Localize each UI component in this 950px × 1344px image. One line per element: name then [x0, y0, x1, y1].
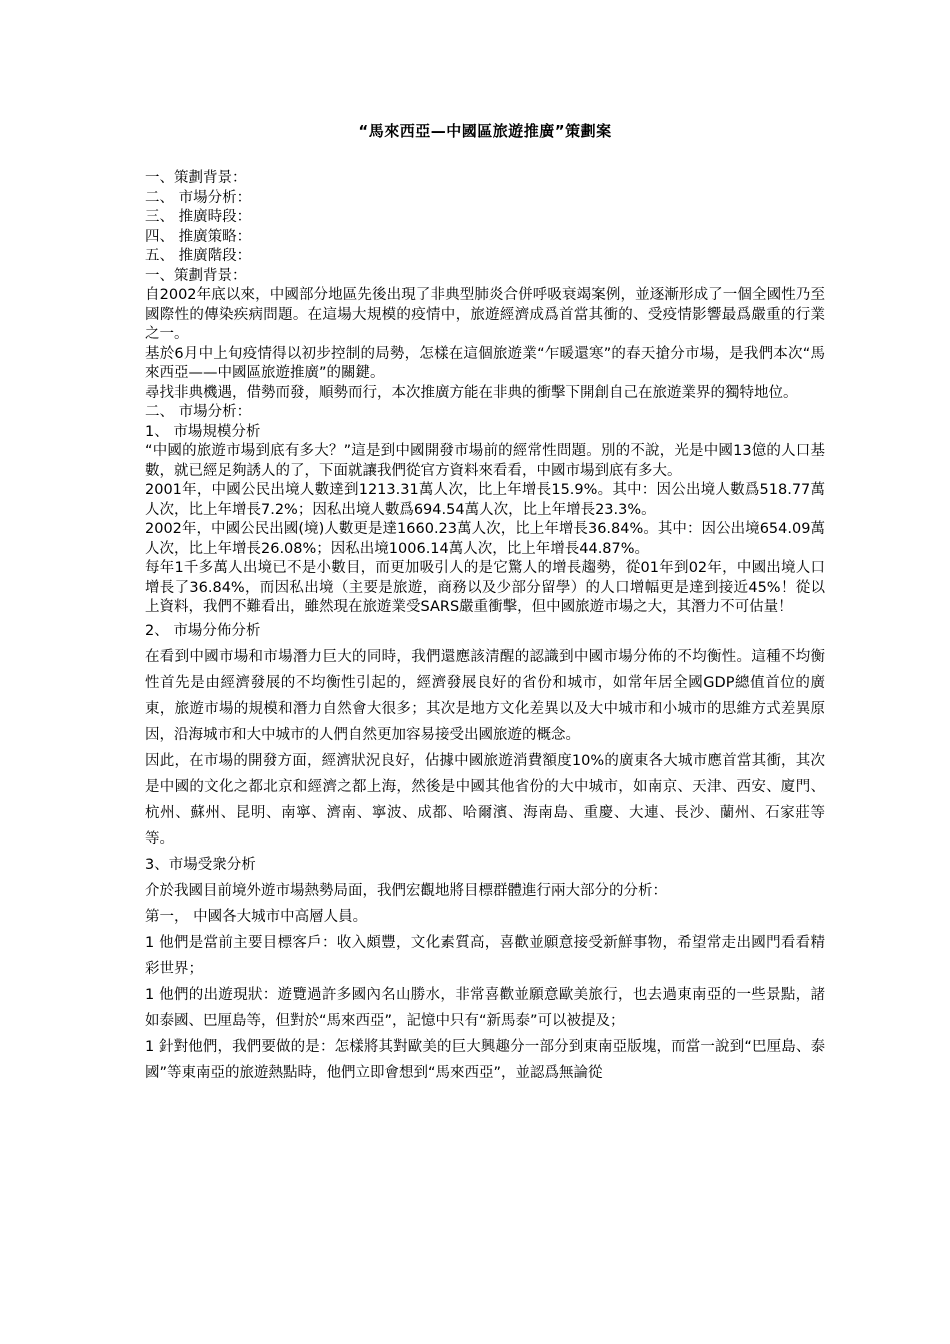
section-background: [145, 267, 825, 404]
paragraph: 在看到中國市場和市場潛力巨大的同時，我們還應該清醒的認識到中國市場分佈的不均衡性。這種不均衡性首先是由經濟發展的不均衡性引起的，經濟發展良好的省份和城市，如常年居全國GDP總值首位的廣東，旅遊市場的規模和潛力自然會大很多；其次是地方文化差異以及大中城市和小城市的思維方式差異原因，沿海城市和大中城市的人們自然更加容易接受出國旅遊的概念。: [145, 648, 825, 743]
table-of-contents: [145, 169, 825, 267]
document-page: [145, 120, 825, 1086]
paragraph: 因此，在市場的開發方面，經濟狀況良好，佔據中國旅遊消費額度10%的廣東各大城市應首當其衝，其次是中國的文化之都北京和經濟之都上海，然後是中國其他省份的大中城市，如南京、天津、西安、廈門、杭州、蘇州、昆明、南寧、濟南、寧波、成都、哈爾濱、海南島、重慶、大連、長沙、蘭州、石家莊等等。: [145, 752, 825, 847]
paragraph: “中國的旅遊市場到底有多大？”這是到中國開發市場前的經常性問題。別的不說，光是中國13億的人口基數，就已經足夠誘人的了，下面就讓我們從官方資料來看看，中國市場到底有多大。: [145, 443, 825, 479]
paragraph: 基於6月中上旬疫情得以初步控制的局勢，怎樣在這個旅遊業“乍暖還寒”的春天搶分市場，是我們本次“馬來西亞——中國區旅遊推廣”的關鍵。: [145, 345, 825, 381]
paragraph: 第一， 中國各大城市中高層人員。: [145, 908, 368, 925]
section-market-analysis: [145, 403, 825, 618]
paragraph: 2002年，中國公民出國(境)人數更是達1660.23萬人次，比上年增長36.84%。其中：因公出境654.09萬人次，比上年增長26.08%；因私出境1006.14萬人次，比上年增長44.87%。: [145, 521, 825, 557]
section-market-distribution: [145, 618, 825, 1086]
paragraph: 自2002年底以來，中國部分地區先後出現了非典型肺炎合併呼吸衰竭案例，並逐漸形成了一個全國性乃至國際性的傳染疾病問題。在這場大規模的疫情中，旅遊經濟成爲首當其衝的、受疫情影響最爲嚴重的行業之一。: [145, 287, 825, 342]
toc-item: 一、策劃背景：: [145, 170, 247, 186]
paragraph: 1 針對他們，我們要做的是：怎樣將其對歐美的巨大興趣分一部分到東南亞版塊，而當一說到“巴厘島、泰國”等東南亞的旅遊熱點時，他們立即會想到“馬來西亞”，並認爲無論從: [145, 1038, 825, 1081]
toc-item: 五、 推廣階段：: [145, 248, 252, 264]
paragraph: 1 他們是當前主要目標客戶：收入頗豐，文化素質高，喜歡並願意接受新鮮事物，希望常走出國門看看精彩世界；: [145, 934, 825, 977]
subsection-heading: 3、市場受衆分析: [145, 856, 256, 873]
toc-item: 三、 推廣時段：: [145, 209, 252, 225]
document-title: “馬來西亞—中國區旅遊推廣”策劃案: [358, 122, 612, 140]
section-heading: 二、 市場分析：: [145, 404, 252, 420]
paragraph: 1 他們的出遊現狀：遊覽過許多國內名山勝水，非常喜歡並願意歐美旅行，也去過東南亞的一些景點，諸如泰國、巴厘島等，但對於“馬來西亞”，記憶中只有“新馬泰”可以被提及；: [145, 986, 825, 1029]
toc-item: 二、 市場分析：: [145, 189, 252, 206]
toc-item: 四、 推廣策略：: [145, 228, 252, 245]
paragraph: 每年1千多萬人出境已不是小數目，而更加吸引人的是它驚人的增長趨勢，從01年到02年，中國出境人口增長了36.84%，而因私出境（主要是旅遊，商務以及少部分留學）的人口增幅更是達到接近45%！從以上資料，我們不難看出，雖然現在旅遊業受SARS嚴重衝擊，但中國旅遊市場之大，其潛力不可估量！: [145, 560, 825, 615]
subsection-heading: 2、 市場分佈分析: [145, 622, 261, 639]
section-heading: 一、策劃背景：: [145, 267, 247, 284]
subsection-heading: 1、 市場規模分析: [145, 423, 261, 440]
paragraph: 介於我國目前境外遊市場熱勢局面，我們宏觀地將目標群體進行兩大部分的分析：: [145, 882, 667, 899]
paragraph: 2001年，中國公民出境人數達到1213.31萬人次，比上年增長15.9%。其中：因公出境人數爲518.77萬人次，比上年增長7.2%；因私出境人數爲694.54萬人次，比上年增長23.3%。: [145, 482, 825, 518]
paragraph: 尋找非典機遇，借勢而發，順勢而行，本次推廣方能在非典的衝擊下開創自己在旅遊業界的獨特地位。: [145, 384, 798, 401]
